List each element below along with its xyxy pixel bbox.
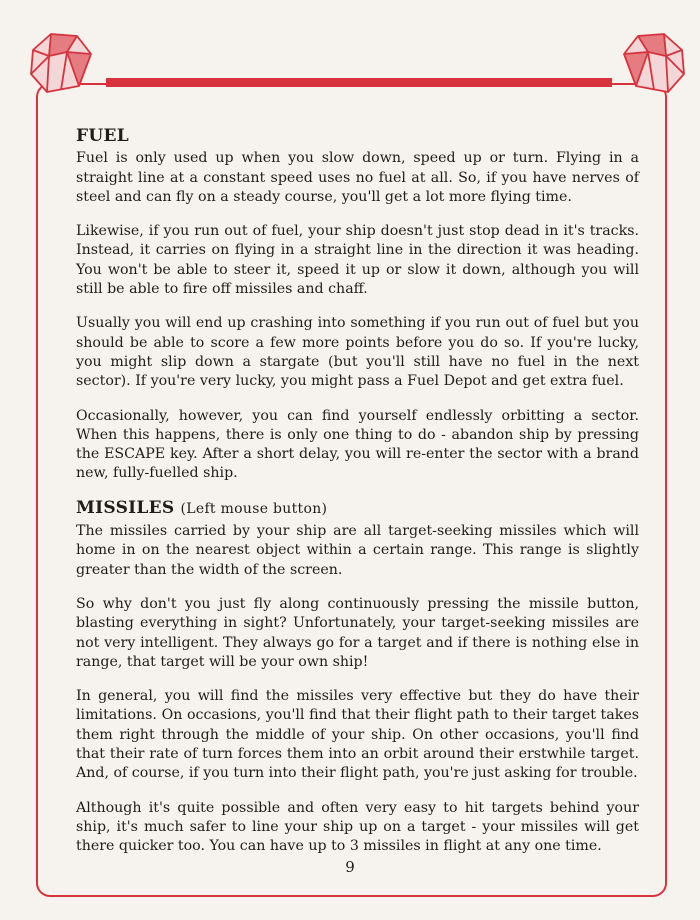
- header-rule: [106, 78, 612, 87]
- heading-text: FUEL: [76, 126, 130, 146]
- paragraph: Usually you will end up crashing into something if you run out of fuel but you should be able to score a few more points before you do so. If you're lucky, you might slip down a stargate (but you'll still have no fuel in the next sector). If you're very lucky, you might pass a Fuel Depot and get extra fuel.: [76, 315, 639, 390]
- paragraph: Although it's quite possible and often very easy to hit targets behind your ship, it's much safer to line your ship up on a target - your missiles will get there quicker too. You can have up to 3 missiles in flight at any one time.: [76, 799, 639, 855]
- heading-text: MISSILES: [76, 497, 175, 518]
- section-heading: [76, 127, 639, 146]
- section-heading: [76, 499, 639, 519]
- section-fuel: [76, 127, 639, 484]
- paragraph: The missiles carried by your ship are all target-seeking missiles which will home in on the nearest object within a certain range. This range is slightly greater than the width of the screen.: [76, 523, 639, 578]
- paragraph: So why don't you just fly along continuously pressing the missile button, blasting everything in sight? Unfortunately, your target-seeking missiles are not very intelligent. They always go for a target and if there is nothing else in range, that target will be your own ship!: [76, 595, 639, 670]
- paragraph: Occasionally, however, you can find yourself endlessly orbitting a sector. When this happens, there is only one thing to do - abandon ship by pressing the ESCAPE key. After a short delay, you will re-enter the sector with a brand new, fully-fuelled ship.: [76, 407, 639, 482]
- heading-subtext: (Left mouse button): [180, 500, 328, 517]
- paragraph: Likewise, if you run out of fuel, your ship doesn't just stop dead in it's tracks. Instead, it carries on flying in a straight line in the direction it was heading. You won't be able to steer it, speed it up or slow it down, although you will still be able to fire off missiles and chaff.: [76, 223, 639, 298]
- page-content: [76, 127, 639, 872]
- paragraph: Fuel is only used up when you slow down, speed up or turn. Flying in a straight line at a constant speed uses no fuel at all. So, if you have nerves of steel and can fly on a steady course, you'll get a lot more flying time.: [76, 150, 639, 205]
- page-number: 9: [345, 858, 355, 876]
- paragraph: In general, you will find the missiles very effective but they do have their limitations. On occasions, you'll find that their flight path to their target takes them right through the middle of your ship. On other occasions, you'll find that their rate of turn forces them into an orbit around their erstwhile target. And, of course, if you turn into their flight path, you're just asking for trouble.: [76, 688, 639, 782]
- gem-icon: [27, 30, 95, 96]
- gem-icon: [620, 30, 688, 96]
- section-missiles: [76, 499, 639, 857]
